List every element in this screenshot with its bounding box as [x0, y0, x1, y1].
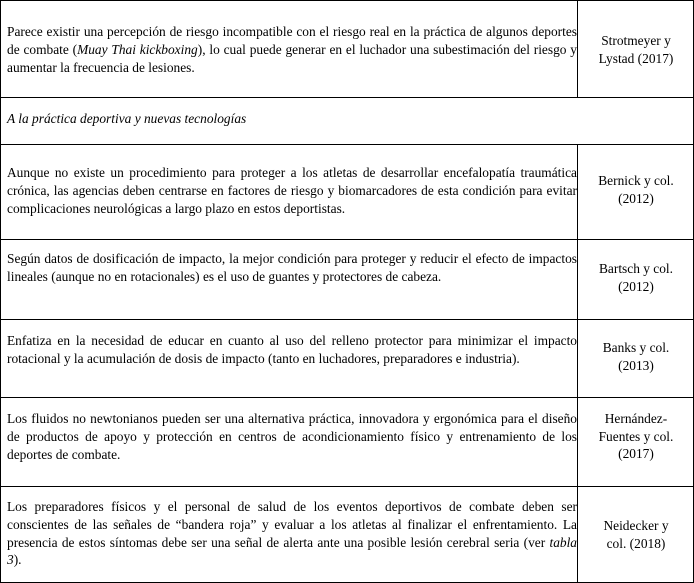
citation: Bartsch y col. (2012): [598, 261, 673, 294]
column-divider: [577, 144, 578, 582]
finding-text: Parece existir una percepción de riesgo incompatible con el riesgo real en la práctica de algunos deportes de combate (Muay Thai kickboxing), lo cual puede generar en el luchador una subestimación del riesgo y aumentar la frecuencia de lesiones.: [7, 24, 577, 75]
column-divider: [577, 1, 578, 97]
citation: Bernick y col. (2012): [598, 173, 674, 206]
table-row: [1, 1, 693, 97]
table-row: [1, 486, 693, 582]
section-label: A la práctica deportiva y nuevas tecnologías: [7, 111, 247, 126]
table-reference: tabla 3: [7, 534, 577, 568]
citation: Neidecker y col. (2018): [603, 518, 669, 551]
citation: Banks y col. (2013): [602, 340, 670, 373]
table-row: [1, 144, 693, 239]
citation: Strotmeyer y Lystad (2017): [598, 33, 674, 66]
table-row: [1, 319, 693, 397]
section-header-row: [1, 97, 693, 144]
sport-name: Muay Thai kickboxing: [77, 41, 198, 57]
finding-text: Enfatiza en la necesidad de educar en cuanto al uso del relleno protector para minimizar el impacto rotacional y la acumulación de dosis de impacto (tanto en luchadores, preparadores e industria).: [7, 333, 577, 366]
citation: Hernández- Fuentes y col. (2017): [598, 411, 674, 462]
table-row: [1, 397, 693, 486]
finding-text: Aunque no existe un procedimiento para proteger a los atletas de desarrollar encefalopatía traumática crónica, las agencias deben centrarse en factores de riesgo y biomarcadores de esta condición para evitar complicaciones neurológicas a largo plazo en estos deportistas.: [7, 165, 577, 216]
finding-text: Según datos de dosificación de impacto, la mejor condición para proteger y reducir el efecto de impactos lineales (aunque no en rotacionales) es el uso de guantes y protectores de cabeza.: [7, 251, 577, 284]
table-row: [1, 239, 693, 319]
finding-text: Los preparadores físicos y el personal de salud de los eventos deportivos de combate deben ser conscientes de las señales de “bandera roja” y evaluar a los atletas al finalizar el enfrentamiento. La presencia de estos síntomas debe ser una señal de alerta ante una posible lesión cerebral seria (ver tabla 3).: [7, 499, 577, 568]
finding-text: Los fluidos no newtonianos pueden ser una alternativa práctica, innovadora y ergonómica para el diseño de productos de apoyo y protección en centros de acondicionamiento físico y entrenamiento de los deportes de combate.: [7, 411, 577, 462]
